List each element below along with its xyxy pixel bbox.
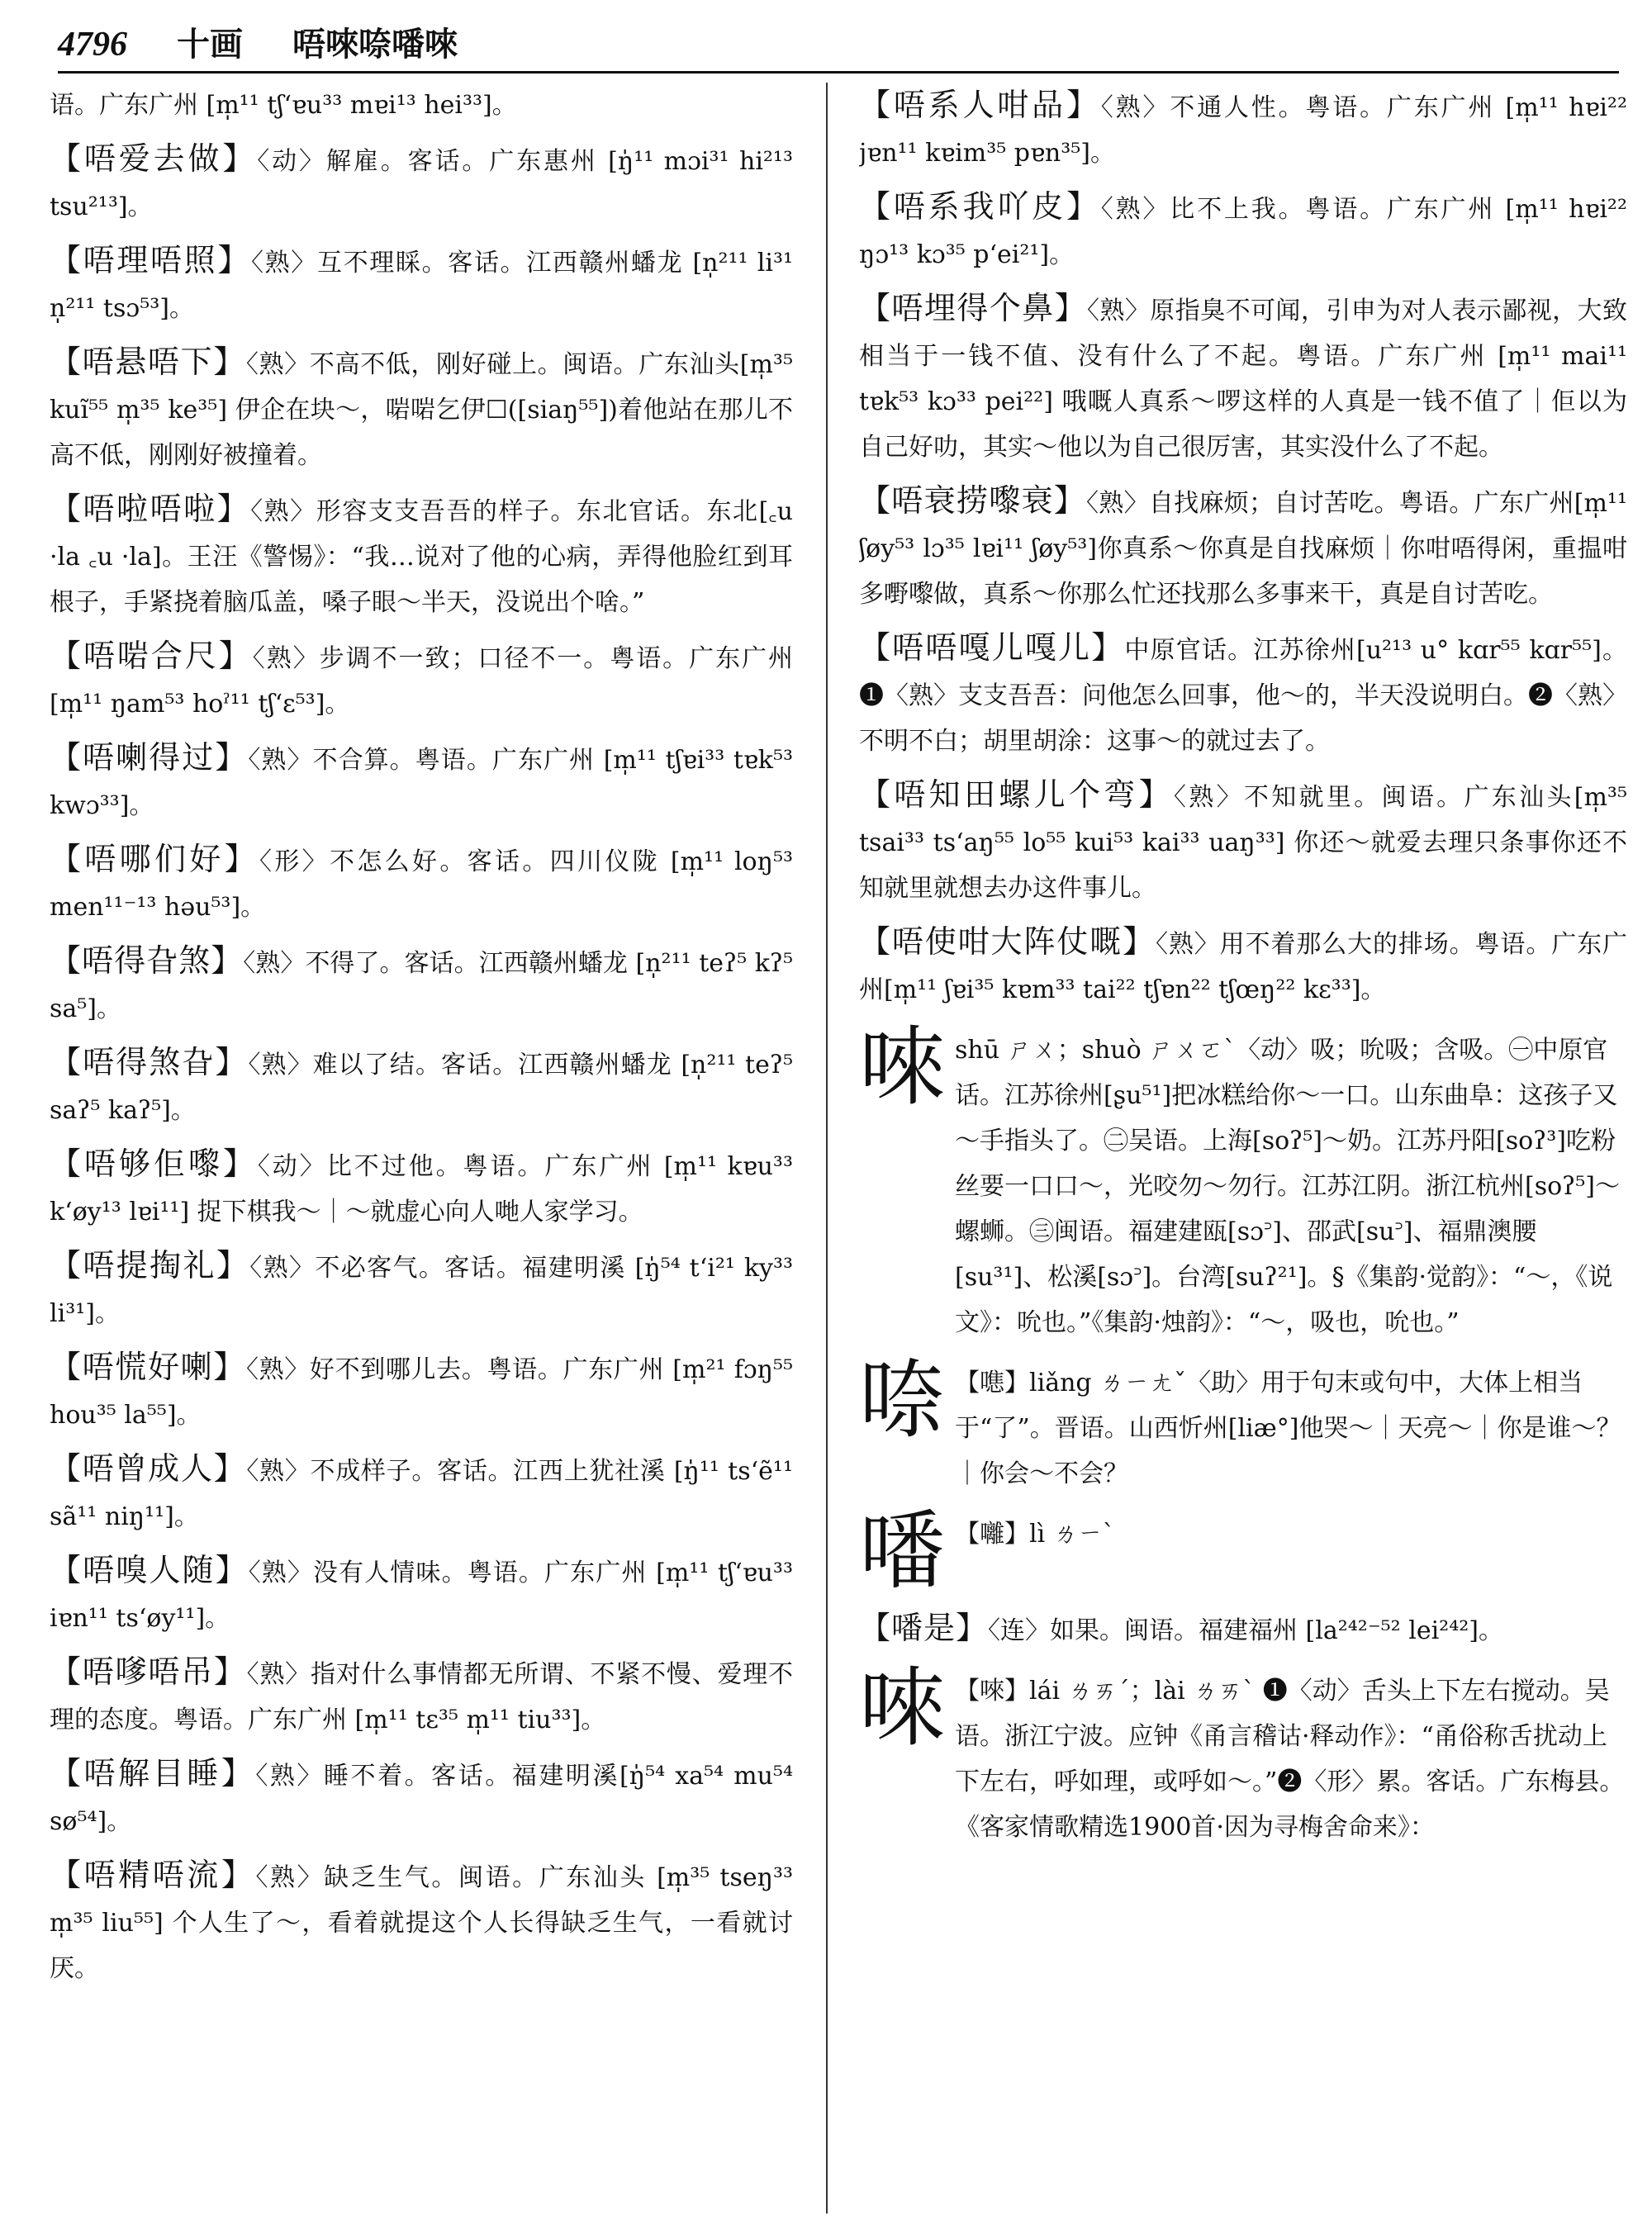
entry-definition: 〈熟〉用不着那么大的排场。粤语。广东广州[m̩¹¹ ʃɐi³⁵ kɐm³³ tai²² tʃɐn²² tʃœŋ²² kɛ³³]。 bbox=[859, 930, 1627, 1004]
entry-definition: 〈熟〉步调不一致；口径不一。粤语。广东广州 [m̩¹¹ ŋam⁵³ hoˀ¹¹ tʃʻɛ⁵³]。 bbox=[50, 644, 793, 719]
page-header bbox=[58, 18, 1619, 64]
entry-headword: 【唔得煞旮】 bbox=[50, 1044, 249, 1080]
dictionary-entry bbox=[859, 184, 1627, 278]
entry-headword: 【噃是】 bbox=[859, 1610, 989, 1646]
head-character: 㖠 bbox=[859, 1350, 946, 1450]
head-character: 噃 bbox=[859, 1501, 946, 1601]
entry-headword: 【唔系我吖皮】 bbox=[859, 188, 1101, 225]
dictionary-entry bbox=[50, 136, 793, 230]
guide-words: 唔唻㖠噃唻 bbox=[292, 25, 458, 64]
entry-definition: 〈连〉如果。闽语。福建福州 [la²⁴²⁻⁵² lei²⁴²]。 bbox=[988, 1616, 1503, 1645]
entry-definition: 语。广东广州 [m̩¹¹ tʃʻɐu³³ mɐi¹³ hei³³]。 bbox=[50, 91, 517, 120]
character-entry bbox=[859, 1350, 1627, 1497]
entry-definition: 〈熟〉自找麻烦；自讨苦吃。粤语。广东广州[m̩¹¹ ʃøy⁵³ lɔ³⁵ lɐi¹¹ ʃøy⁵³]你真系～你真是自找麻烦｜你咁唔得闲，重揾咁多嘢嚟做，真系～你那么忙还找那么多事来干，真是自讨苦吃。 bbox=[859, 489, 1627, 609]
dictionary-entry bbox=[50, 1649, 793, 1743]
entry-definition: 〈熟〉没有人情味。粤语。广东广州 [m̩¹¹ tʃʻɐu³³ iɐn¹¹ tsʻøy¹¹]。 bbox=[50, 1559, 793, 1633]
character-definition: 【唻】lái ㄌㄞˊ；lài ㄌㄞˋ ❶〈动〉舌头上下左右搅动。吴语。浙江宁波。应钟《甬言稽诂·释动作》：“甬俗称舌扰动上下左右，呼如理，或呼如～。”❷〈形〉累。客话。广东梅县。《客家情歌精选1900首·因为寻梅舍命来》： bbox=[955, 1677, 1625, 1842]
entry-definition: 〈熟〉不通人性。粤语。广东广州 [m̩¹¹ hɐi²² jɐn¹¹ kɐim³⁵ pɐn³⁵]。 bbox=[859, 93, 1627, 168]
entry-headword: 【唔使咁大阵仗嘅】 bbox=[859, 923, 1156, 960]
entry-definition: 〈熟〉指对什么事情都无所谓、不紧不慢、爱理不理的态度。粤语。广东广州 [m̩¹¹ tɛ³⁵ m̩¹¹ tiu³³]。 bbox=[50, 1660, 793, 1734]
entry-definition: 〈形〉不怎么好。客话。四川仪陇 [m̩¹¹ loŋ⁵³ men¹¹⁻¹³ həu⁵³]。 bbox=[50, 847, 793, 922]
dictionary-entry bbox=[50, 1040, 793, 1133]
dictionary-entry bbox=[50, 238, 793, 331]
dictionary-entry bbox=[50, 486, 793, 625]
dictionary-entry bbox=[859, 772, 1627, 911]
entry-headword: 【唔慌好喇】 bbox=[50, 1349, 246, 1385]
page-number: 4796 bbox=[58, 26, 127, 64]
dictionary-entry bbox=[859, 1606, 1627, 1654]
entry-headword: 【唔系人咁品】 bbox=[859, 87, 1101, 123]
entry-definition: 〈熟〉比不上我。粤语。广东广州 [m̩¹¹ hɐi²² ŋɔ¹³ kɔ³⁵ pʻei²¹]。 bbox=[859, 195, 1627, 269]
entry-definition: 〈动〉比不过他。粤语。广东广州 [m̩¹¹ kɐu³³ kʻøy¹³ lɐi¹¹] 捉下棋我～｜～就虚心向人哋人家学习。 bbox=[50, 1152, 793, 1226]
entry-definition: 〈熟〉好不到哪儿去。粤语。广东广州 [m̩²¹ fɔŋ⁵⁵ hou³⁵ la⁵⁵]。 bbox=[50, 1355, 793, 1430]
character-definition: 【㗹】liǎng ㄌㄧㄤˇ〈助〉用于句末或句中，大体上相当于“了”。晋语。山西忻州[liæ°]他哭～｜天亮～｜你是谁～？｜你会～不会？ bbox=[955, 1369, 1621, 1488]
entry-definition: 〈熟〉原指臭不可闻，引申为对人表示鄙视，大致相当于一钱不值、没有什么了不起。粤语。广东广州 [m̩¹¹ mai¹¹ tɐk⁵³ kɔ³³ pei²²] 哦嘅人真系～啰这样的人真是一钱不值了｜佢以为自己好叻，其实～他以为自己很厉害，其实没什么了不起。 bbox=[859, 297, 1627, 462]
character-entry bbox=[859, 1658, 1627, 1850]
character-definition: shū ㄕㄨ；shuò ㄕㄨㄛˋ〈动〉吸；吮吸；含吸。㊀中原官话。江苏徐州[ʂu⁵¹]把冰糕给你～一口。山东曲阜：这孩子又～手指头了。㊁吴语。上海[soʔ⁵]～奶。江苏丹阳[soʔ³]吃粉丝要一口口～，光咬勿～勿行。江苏江阴。浙江杭州[soʔ⁵]～螺蛳。㊂闽语。福建建瓯[sɔ꜄]、邵武[su꜄]、福鼎澳腰[su³¹]、松溪[sɔ꜄]。台湾[suʔ²¹]。§《集韵·觉韵》：“～，《说文》：吮也。”《集韵·烛韵》：“～，吸也，吮也。” bbox=[955, 1036, 1620, 1337]
entry-headword: 【唔唔嘎儿嘎儿】 bbox=[859, 629, 1125, 666]
head-character: 唻 bbox=[859, 1658, 946, 1758]
entry-definition: 〈熟〉互不理睬。客话。江西赣州蟠龙 [n̩²¹¹ li³¹ n̩²¹¹ tsɔ⁵³]。 bbox=[50, 249, 793, 323]
entry-headword: 【唔得旮煞】 bbox=[50, 942, 244, 979]
entry-headword: 【唔爱去做】 bbox=[50, 140, 258, 177]
entry-headword: 【唔啦唔啦】 bbox=[50, 491, 251, 527]
entry-headword: 【唔提掏礼】 bbox=[50, 1247, 250, 1283]
entry-headword: 【唔知田螺儿个弯】 bbox=[859, 776, 1174, 813]
entry-definition: 〈熟〉不知就里。闽语。广东汕头[m̩³⁵ tsai³³ tsʻaŋ⁵⁵ lo⁵⁵ kui⁵³ kai³³ uaŋ³³] 你还～就爱去理只条事你还不知就里就想去办这件事儿。 bbox=[859, 783, 1627, 903]
dictionary-entry bbox=[50, 1345, 793, 1438]
entry-headword: 【唔哪们好】 bbox=[50, 841, 260, 877]
entry-headword: 【唔够佢嚟】 bbox=[50, 1146, 258, 1182]
entry-definition: 〈熟〉不成样子。客话。江西上犹社溪 [ŋ̍¹¹ tsʻẽ¹¹ sã¹¹ niŋ¹¹]。 bbox=[50, 1457, 793, 1531]
left-column bbox=[50, 83, 793, 2213]
entry-definition: 〈动〉解雇。客话。广东惠州 [ŋ̍¹¹ mɔi³¹ hi²¹³ tsu²¹³]。 bbox=[50, 147, 793, 221]
entry-definition: 〈熟〉不必客气。客话。福建明溪 [ŋ̍⁵⁴ tʻi²¹ ky³³ li³¹]。 bbox=[50, 1254, 793, 1328]
dictionary-entry bbox=[50, 1751, 793, 1844]
head-character: 唻 bbox=[859, 1017, 946, 1117]
dictionary-entry bbox=[50, 938, 793, 1032]
dictionary-entry bbox=[50, 1141, 793, 1235]
entry-headword: 【唔啱合尺】 bbox=[50, 638, 253, 674]
dictionary-entry bbox=[50, 1548, 793, 1641]
entry-headword: 【唔衰捞嚟衰】 bbox=[859, 482, 1087, 519]
entry-headword: 【唔悬唔下】 bbox=[50, 344, 246, 380]
dictionary-entry bbox=[50, 1446, 793, 1540]
character-entry bbox=[859, 1501, 1627, 1601]
entry-headword: 【唔嗲唔吊】 bbox=[50, 1654, 247, 1690]
dictionary-entry bbox=[50, 837, 793, 930]
dictionary-entry bbox=[50, 83, 793, 128]
entry-headword: 【唔理唔照】 bbox=[50, 242, 251, 278]
dictionary-entry bbox=[859, 478, 1627, 617]
dictionary-entry bbox=[859, 83, 1627, 176]
entry-definition: 中原官话。江苏徐州[u²¹³ u° kɑr⁵⁵ kɑr⁵⁵]。❶〈熟〉支支吾吾：问他怎么回事，他～的，半天没说明白。❷〈熟〉不明不白；胡里胡涂：这事～的就过去了。 bbox=[859, 636, 1627, 756]
dictionary-entry bbox=[859, 286, 1627, 470]
entry-headword: 【唔解目睡】 bbox=[50, 1755, 256, 1791]
header-rule bbox=[58, 71, 1619, 74]
character-definition: 【囄】lì ㄌㄧˋ bbox=[955, 1520, 1115, 1549]
entry-definition: 〈熟〉缺乏生气。闽语。广东汕头 [m̩³⁵ tseŋ³³ m̩³⁵ liu⁵⁵] 个人生了～，看着就提这个人长得缺乏生气，一看就讨厌。 bbox=[50, 1863, 793, 1983]
right-column bbox=[859, 83, 1627, 2213]
entry-headword: 【唔精唔流】 bbox=[50, 1857, 256, 1893]
entry-headword: 【唔嗅人随】 bbox=[50, 1552, 249, 1588]
entry-definition: 〈熟〉难以了结。客话。江西赣州蟠龙 [n̩²¹¹ teʔ⁵ saʔ⁵ kaʔ⁵]。 bbox=[50, 1051, 793, 1125]
entry-definition: 〈熟〉不合算。粤语。广东广州 [m̩¹¹ tʃɐi³³ tɐk⁵³ kwɔ³³]。 bbox=[50, 746, 793, 820]
dictionary-entry bbox=[50, 633, 793, 727]
dictionary-entry bbox=[50, 339, 793, 478]
dictionary-entry bbox=[50, 1853, 793, 1991]
dictionary-entry bbox=[50, 735, 793, 828]
entry-definition: 〈熟〉睡不着。客话。福建明溪[ŋ̍⁵⁴ xa⁵⁴ mu⁵⁴ sø⁵⁴]。 bbox=[50, 1762, 793, 1836]
character-entry bbox=[859, 1017, 1627, 1345]
entry-headword: 【唔埋得个鼻】 bbox=[859, 290, 1087, 326]
dictionary-entry bbox=[859, 919, 1627, 1013]
stroke-section: 十画 bbox=[177, 25, 243, 64]
dictionary-entry bbox=[50, 1243, 793, 1336]
entry-definition: 〈熟〉不高不低，刚好碰上。闽语。广东汕头[m̩³⁵ kuĩ⁵⁵ m̩³⁵ ke³⁵] 伊企在块～，啱啱乞伊☐([siaŋ⁵⁵])着他站在那儿不高不低，刚刚好被撞着。 bbox=[50, 350, 793, 470]
column-divider bbox=[826, 83, 828, 2213]
entry-headword: 【唔曾成人】 bbox=[50, 1450, 247, 1487]
entry-headword: 【唔喇得过】 bbox=[50, 739, 249, 776]
dictionary-entry bbox=[859, 625, 1627, 764]
entry-definition: 〈熟〉形容支支吾吾的样子。东北官话。东北[꜀u ·la ꜀u ·la]。王汪《警惕》：“我…说对了他的心病，弄得他脸红到耳根子，手紧挠着脑瓜盖，嗓子眼～半天，没说出个啥。” bbox=[50, 497, 793, 617]
entry-definition: 〈熟〉不得了。客话。江西赣州蟠龙 [n̩²¹¹ teʔ⁵ kʔ⁵ sa⁵]。 bbox=[50, 949, 793, 1023]
